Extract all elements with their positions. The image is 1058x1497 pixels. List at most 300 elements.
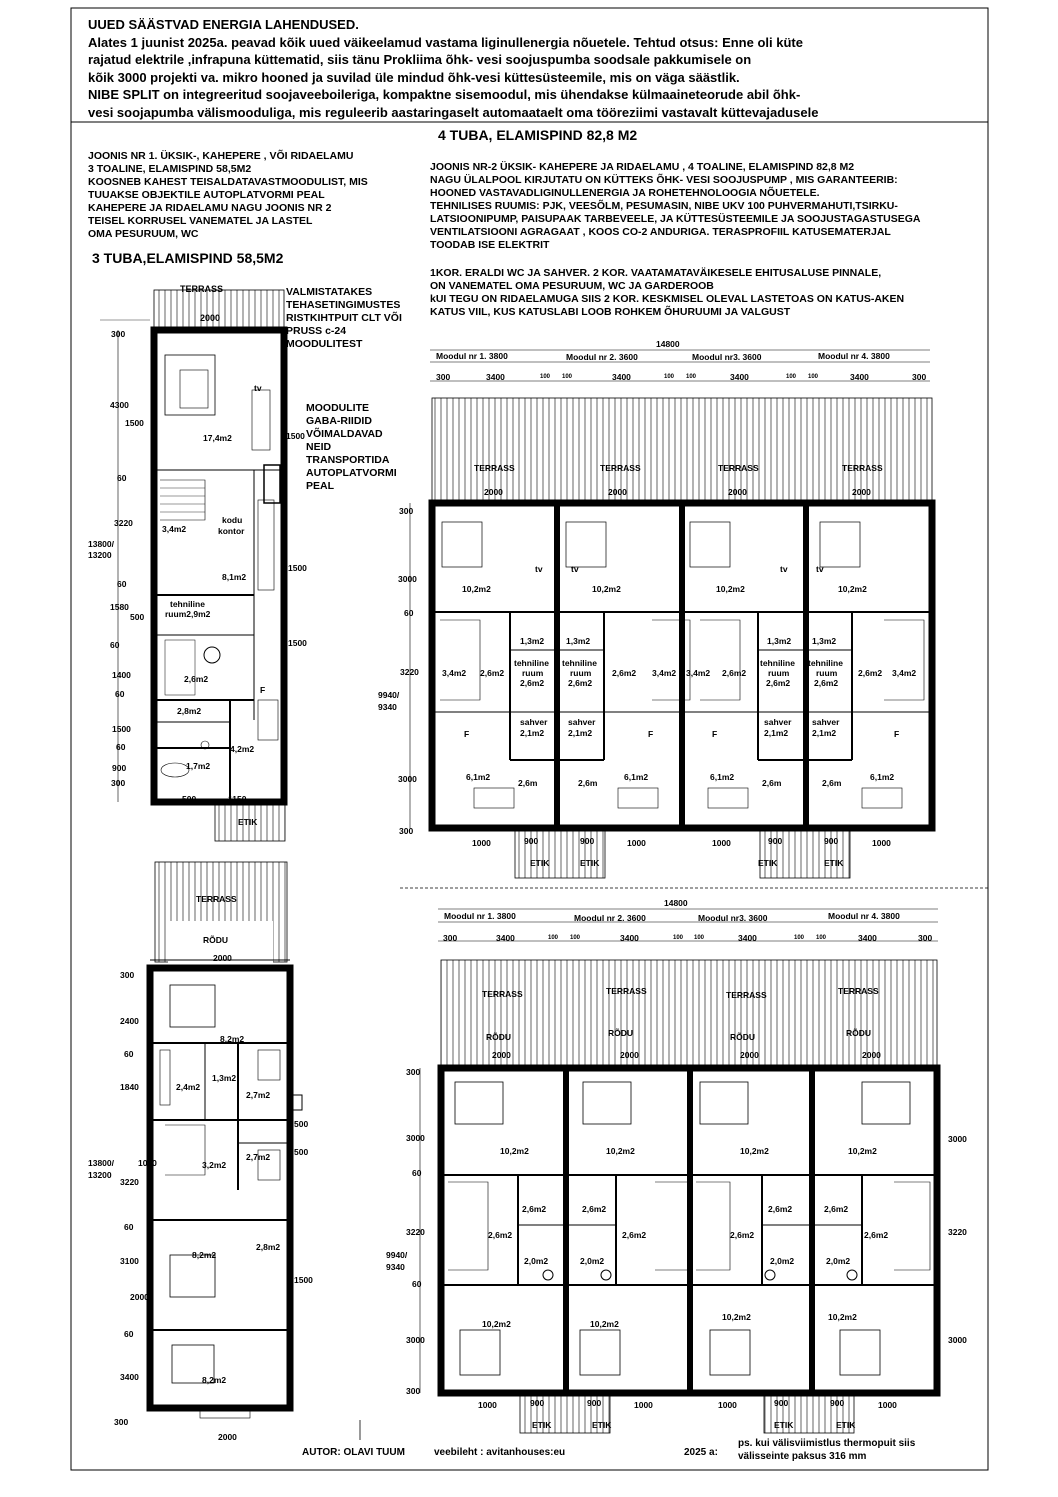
room-area: 2,6m2 — [864, 1230, 889, 1240]
room-area: 10,2m2 — [590, 1319, 619, 1329]
dim-label: 100 — [786, 374, 797, 380]
fridge-label: F — [260, 685, 266, 695]
dim-label: 13200 — [88, 550, 112, 560]
dim-label: 2000 — [728, 487, 747, 497]
dim-label: 1000 — [478, 1400, 497, 1410]
intro-line: Alates 1 juunist 2025a. peavad kõik uued väikeelamud vastama liginullenergia nõuetele. Tehtud otsus: Enne oli küte — [88, 34, 803, 50]
dim-label: 1000 — [718, 1400, 737, 1410]
room-area: 3,4m2 — [686, 668, 711, 678]
terrace-label: TERRASS — [606, 986, 647, 996]
fridge-label: F — [894, 729, 900, 739]
dim-label: 60 — [117, 579, 127, 589]
room-name: sahver — [568, 717, 596, 727]
dim-label: 3400 — [738, 933, 757, 943]
dim-label: 60 — [110, 640, 120, 650]
room-area: 2,6m2 — [522, 1204, 547, 1214]
room-area: 2,1m2 — [568, 728, 593, 738]
room-area: 1,3m2 — [212, 1073, 237, 1083]
room-area: 2,7m2 — [246, 1090, 271, 1100]
fridge-label: F — [648, 729, 654, 739]
module-label: Moodul nr 4. 3800 — [828, 911, 900, 921]
entry-label: ETIK — [758, 858, 778, 868]
terrace-label: TERRASS — [718, 463, 759, 473]
dim-label: 1500 — [294, 1275, 313, 1285]
room-area: 10,2m2 — [716, 584, 745, 594]
dim-label: 300 — [912, 372, 927, 382]
note-line: RISTKIHTPUIT CLT VÕI — [286, 312, 402, 324]
bed — [170, 1255, 215, 1297]
stair — [700, 620, 740, 700]
room-area: 10,2m2 — [592, 584, 621, 594]
room-area: 10,2m2 — [462, 584, 491, 594]
entry-label: ETIK — [532, 1420, 552, 1430]
room-area: 10,2m2 — [838, 584, 867, 594]
bed — [710, 1330, 750, 1375]
stair — [655, 1182, 688, 1270]
note-line: TRANSPORTIDA — [306, 454, 390, 466]
dim-label: 3220 — [948, 1227, 967, 1237]
bed — [862, 1082, 910, 1124]
room-area: 10,2m2 — [482, 1319, 511, 1329]
dim-label: 100 — [540, 374, 551, 380]
dim-label: 2000 — [608, 487, 627, 497]
dim-label: 3400 — [496, 933, 515, 943]
right-line: HOONED VASTAVADLIGINULLENERGIA JA ROHETEHNOLOOGIA NÕUETELE. — [430, 187, 820, 199]
room-area: 2,6m2 — [488, 1230, 513, 1240]
room-area: 2,1m2 — [520, 728, 545, 738]
intro-line: rajatud elektrile ,infrapuna küttematid, siis tänu Prokliima õhk- vesi soojuspumba soodsale pakkumisele on — [88, 52, 752, 67]
dim-label: 1500 — [125, 418, 144, 428]
room-name: tehniline — [808, 658, 843, 668]
bed — [583, 1082, 631, 1124]
right-line: kUI TEGU ON RIDAELAMUGA SIIS 2 KOR. KESKMISEL OLEVAL LASTETOAS ON KATUS-AKEN — [430, 293, 905, 305]
dim-label: 1000 — [138, 1158, 157, 1168]
room-area: 3,4m2 — [442, 668, 467, 678]
room-name: tehniline — [170, 599, 205, 609]
dim-label: 300 — [114, 1417, 129, 1427]
room-area: 2,8m2 — [177, 706, 202, 716]
dim-label: 3220 — [400, 667, 419, 677]
room-area: 8,2m2 — [192, 1250, 217, 1260]
dim-label: 3000 — [398, 574, 417, 584]
room-area: 10,2m2 — [500, 1146, 529, 1156]
room-name: ruum — [570, 668, 592, 678]
dim-label: 2400 — [120, 1016, 139, 1026]
left-line: JOONIS NR 1. ÜKSIK-, KAHEPERE , VÕI RIDAELAMU — [88, 150, 354, 162]
right-line: ON VANEMATEL OMA PESURUUM, WC JA GARDEROOB — [430, 280, 714, 292]
entry-label: ETIK — [836, 1420, 856, 1430]
stair — [894, 1182, 930, 1270]
plan-1 — [100, 284, 285, 841]
right-line: 1KOR. ERALDI WC JA SAHVER. 2 KOR. VAATAMATAVÄIKESELE EHITUSALUSE PINNALE, — [430, 267, 882, 279]
balcony-label: RÕDU — [846, 1028, 872, 1038]
dim-label: 1000 — [634, 1400, 653, 1410]
dim-label: 300 — [399, 506, 414, 516]
dim-label: 2000 — [130, 1292, 149, 1302]
dim-label: 2000 — [218, 1432, 237, 1442]
dim-label: 9340 — [386, 1262, 405, 1272]
right-line: JOONIS NR-2 ÜKSIK- KAHEPERE JA RIDAELAMU , 4 TOALINE, ELAMISPIND 82,8 M2 — [430, 161, 855, 173]
balcony-label: RÕDU — [608, 1028, 634, 1038]
entry-label: ETIK — [238, 817, 258, 827]
outer-wall — [154, 330, 284, 802]
dim-label: 3400 — [120, 1372, 139, 1382]
dim-label: 3000 — [948, 1134, 967, 1144]
dim-label: 9940/ — [378, 690, 400, 700]
room-area: 2,6m2 — [722, 668, 747, 678]
room-area: 2,6m — [762, 778, 782, 788]
dim-label: 1150 — [228, 794, 247, 804]
dim-label: 900 — [112, 763, 127, 773]
bed — [700, 1082, 748, 1124]
dim-label: 900 — [524, 836, 539, 846]
dim-label: 60 — [412, 1279, 422, 1289]
terrace-label: TERRASS — [474, 463, 515, 473]
note-line: NEID — [306, 441, 332, 453]
note-line: VALMISTATAKES — [286, 286, 373, 298]
dim-label: 3400 — [486, 372, 505, 382]
dim-label: 900 — [580, 836, 595, 846]
right-line: TEHNILISES RUUMIS: PJK, VEESÕLM, PESUMASIN, NIBE UKV 100 PUHVERMAHUTI,TSIRKU- — [430, 200, 898, 212]
stair — [696, 1182, 730, 1270]
note-line: GABA-RIIDID — [306, 415, 372, 427]
terrace-label: TERRASS — [600, 463, 641, 473]
room-area: 2,6m2 — [766, 678, 791, 688]
note-line: MOODULITE — [306, 402, 369, 414]
bed — [455, 1082, 503, 1124]
room-area: 2,6m2 — [184, 674, 209, 684]
dim-label: 300 — [443, 933, 458, 943]
entry-label: ETIK — [580, 858, 600, 868]
dim-label: 60 — [124, 1222, 134, 1232]
dim-label: 1500 — [112, 724, 131, 734]
balcony-label: RÕDU — [730, 1032, 756, 1042]
room-area: 1,3m2 — [767, 636, 792, 646]
room-name: tehniline — [760, 658, 795, 668]
note-ps-line: välisseinte paksus 316 mm — [738, 1451, 867, 1462]
dim-label: 1840 — [120, 1082, 139, 1092]
dim-label: 1000 — [472, 838, 491, 848]
dim-label: 500 — [130, 612, 145, 622]
fridge-label: F — [712, 729, 718, 739]
dim-label: 2000 — [740, 1050, 759, 1060]
dim-label: 900 — [824, 836, 839, 846]
room-area: 1,7m2 — [186, 761, 211, 771]
bed — [840, 1330, 880, 1375]
room-area: 10,2m2 — [722, 1312, 751, 1322]
room-area: 2,6m2 — [520, 678, 545, 688]
dim-label: 60 — [117, 473, 127, 483]
room-area: 6,1m2 — [624, 772, 649, 782]
dim-label: 2000 — [492, 1050, 511, 1060]
room-area: 2,6m2 — [730, 1230, 755, 1240]
dim-label: 13800/ — [88, 1158, 114, 1168]
entry-label: ETIK — [592, 1420, 612, 1430]
tv-label: tv — [254, 383, 262, 393]
dim-label: 60 — [124, 1049, 134, 1059]
intro-line: kõik 3000 projekti va. mikro hooned ja suvilad üle mindud õhk-vesi küttesüsteemile, mis on väga säästlik. — [88, 69, 740, 85]
module-label: Moodul nr 1. 3800 — [436, 351, 508, 361]
dim-label: 100 — [686, 374, 697, 380]
dim-label: 1500 — [288, 563, 307, 573]
dim-label: 1000 — [878, 1400, 897, 1410]
intro-line: vesi soojapumba välismooduliga, mis reguleerib aastaringaselt automaataelt oma tööreziimi vastavalt küttevajadusele — [88, 104, 819, 120]
right-line: TOODAB ISE ELEKTRIT — [430, 239, 550, 251]
dim-label: 900 — [530, 1398, 545, 1408]
dim-label: 3400 — [730, 372, 749, 382]
room-area: 2,6m — [578, 778, 598, 788]
entry-label: ETIK — [824, 858, 844, 868]
heading-4-tuba: 4 TUBA, ELAMISPIND 82,8 M2 — [438, 127, 638, 143]
terrace-label: TERRASS — [726, 990, 767, 1000]
dim-label: 100 — [673, 935, 684, 941]
room-area: 2,6m2 — [768, 1204, 793, 1214]
dim-label: 1580 — [110, 602, 129, 612]
left-line: KOOSNEB KAHEST TEISALDATAVASTMOODULIST, MIS — [88, 176, 368, 188]
module-label: Moodul nr 2. 3600 — [574, 913, 646, 923]
dim-label: 60 — [412, 1168, 422, 1178]
room-area: 3,4m2 — [162, 524, 187, 534]
dim-label: 60 — [124, 1329, 134, 1339]
tv-label: tv — [816, 564, 824, 574]
room-name: ruum — [522, 668, 544, 678]
terrace-label: TERRASS — [842, 463, 883, 473]
room-area: 10,2m2 — [740, 1146, 769, 1156]
balcony-label: RÕDU — [203, 935, 229, 945]
left-line: 3 TOALINE, ELAMISPIND 58,5M2 — [88, 163, 252, 175]
room-area: 2,7m2 — [246, 1152, 271, 1162]
balcony-label: RÕDU — [486, 1032, 512, 1042]
room-area: 3,4m2 — [892, 668, 917, 678]
dim-label: 100 — [548, 935, 559, 941]
stair — [448, 1182, 488, 1270]
room-area: 10,2m2 — [606, 1146, 635, 1156]
right-line: LATSIOONIPUMP, PAISUPAAK TARBEVEELE, JA KÜTTESÜSTEEMILE JA SOOJUSTAGASTUSEGA — [430, 213, 921, 225]
note-line: TEHASETINGIMUSTES — [286, 299, 401, 311]
room-area: 1,3m2 — [520, 636, 545, 646]
stair — [884, 620, 924, 700]
room-area: 1,3m2 — [566, 636, 591, 646]
note-line: PEAL — [306, 480, 335, 492]
dim-label: 60 — [116, 742, 126, 752]
module-label: Moodul nr 2. 3600 — [566, 352, 638, 362]
dim-label: 1500 — [288, 638, 307, 648]
room-area: 8,1m2 — [222, 572, 247, 582]
year-label: 2025 a: — [684, 1447, 718, 1458]
module-label: Moodul nr 1. 3800 — [444, 911, 516, 921]
room-name: kontor — [218, 526, 245, 536]
room-area: ruum2,9m2 — [165, 609, 211, 619]
dim-label: 3000 — [406, 1133, 425, 1143]
terrace-label: TERRASS — [180, 284, 224, 294]
dim-total: 14800 — [656, 339, 680, 349]
dim-label: 300 — [111, 329, 126, 339]
dim-label: 100 — [570, 935, 581, 941]
dim-label: 1000 — [712, 838, 731, 848]
room-area: 8,2m2 — [202, 1375, 227, 1385]
intro-line: NIBE SPLIT on integreeritud soojaveeboileriga, kompaktne sisemoodul, mis ühendakse külmaaineteorude abil õhk- — [88, 87, 801, 102]
room-area: 6,1m2 — [466, 772, 491, 782]
module-label: Moodul nr 4. 3800 — [818, 351, 890, 361]
room-area: 2,0m2 — [770, 1256, 795, 1266]
room-name: tehniline — [562, 658, 597, 668]
room-name: tehniline — [514, 658, 549, 668]
dim-label: 3400 — [850, 372, 869, 382]
room-area: 2,6m2 — [814, 678, 839, 688]
room-area: 2,1m2 — [764, 728, 789, 738]
right-line: VENTILATSIOONI AGRAGAAT , KOOS CO-2 ANDURIGA. TERASPROFIIL KATUSEMATERJAL — [430, 226, 891, 238]
room-area: 2,6m2 — [612, 668, 637, 678]
dim-label: 500 — [294, 1147, 309, 1157]
room-area: 2,6m — [822, 778, 842, 788]
dim-label: 3000 — [948, 1335, 967, 1345]
terrace-label: TERRASS — [838, 986, 879, 996]
stair — [160, 480, 205, 520]
room-area: 2,1m2 — [812, 728, 837, 738]
room-area: 6,1m2 — [710, 772, 735, 782]
room-area: 2,6m2 — [568, 678, 593, 688]
stair — [165, 1125, 205, 1175]
terrace-label: TERRASS — [482, 989, 523, 999]
dim-label: 3400 — [620, 933, 639, 943]
room-area: 2,0m2 — [524, 1256, 549, 1266]
room-area: 2,6m2 — [858, 668, 883, 678]
room-area: 3,2m2 — [202, 1160, 227, 1170]
room-area: 2,8m2 — [256, 1242, 281, 1252]
terrace-label: TERRASS — [196, 894, 237, 904]
dim-label: 100 — [562, 374, 573, 380]
room-name: ruum — [768, 668, 790, 678]
dim-label: 1000 — [872, 838, 891, 848]
note-line: MOODULITEST — [286, 338, 363, 350]
room-area: 17,4m2 — [203, 433, 232, 443]
dim-label: 2000 — [200, 313, 221, 323]
dim-label: 900 — [774, 1398, 789, 1408]
dim-label: 2000 — [862, 1050, 881, 1060]
room-area: 2,0m2 — [826, 1256, 851, 1266]
dim-total: 14800 — [664, 898, 688, 908]
right-line: KATUS VIIL, KUS KATUSLABI LOOB ROHKEM ÕHURUUMI JA VALGUST — [430, 306, 791, 318]
left-line: TUUAKSE OBJEKTILE AUTOPLATVORMI PEAL — [88, 189, 325, 201]
dim-label: 3220 — [114, 518, 133, 528]
dim-label: 60 — [404, 608, 414, 618]
dim-label: 900 — [587, 1398, 602, 1408]
dim-label: 2000 — [852, 487, 871, 497]
dim-label: 300 — [918, 933, 933, 943]
terrace — [432, 398, 932, 500]
dim-label: 3000 — [398, 774, 417, 784]
dim-label: 300 — [111, 778, 126, 788]
room-area: 8,2m2 — [220, 1034, 245, 1044]
bed — [580, 1330, 620, 1375]
dim-label: 500 — [294, 1119, 309, 1129]
left-line: OMA PESURUUM, WC — [88, 228, 199, 240]
dim-label: 13800/ — [88, 539, 114, 549]
dim-label: 1400 — [112, 670, 131, 680]
dim-label: 900 — [768, 836, 783, 846]
bed — [170, 985, 215, 1027]
dim-label: 900 — [830, 1398, 845, 1408]
room-area: 2,4m2 — [176, 1082, 201, 1092]
room-area: 2,6m — [518, 778, 538, 788]
room-area: 4,2m2 — [230, 744, 255, 754]
room-name: sahver — [764, 717, 792, 727]
note-ps-line: ps. kui välisviimistlus thermopuit siis — [738, 1438, 916, 1449]
room-area: 10,2m2 — [848, 1146, 877, 1156]
dim-label: 2000 — [620, 1050, 639, 1060]
dim-label: 60 — [115, 689, 125, 699]
heading-3-tuba: 3 TUBA,ELAMISPIND 58,5M2 — [92, 250, 284, 266]
room-area: 3,4m2 — [652, 668, 677, 678]
dim-label: 9340 — [378, 702, 397, 712]
dim-label: 3000 — [406, 1335, 425, 1345]
dim-label: 100 — [794, 935, 805, 941]
plan-3 — [410, 350, 932, 878]
intro-line: UUED SÄÄSTVAD ENERGIA LAHENDUSED. — [88, 17, 359, 32]
dim-label: 100 — [664, 374, 675, 380]
dim-label: 13200 — [88, 1170, 112, 1180]
dim-label: 100 — [816, 935, 827, 941]
dim-label: 2000 — [484, 487, 503, 497]
sofa — [165, 355, 215, 415]
dim-label: 3220 — [406, 1227, 425, 1237]
room-name: sahver — [812, 717, 840, 727]
dim-label: 300 — [120, 970, 135, 980]
dim-label: 300 — [406, 1067, 421, 1077]
fridge-label: F — [464, 729, 470, 739]
stair — [440, 620, 480, 700]
dim-label: 300 — [436, 372, 451, 382]
note-line: AUTOPLATVORMI — [306, 467, 397, 479]
right-line: NAGU ÜLALPOOL KIRJUTATU ON KÜTTEKS ÕHK- VESI SOOJUSPUMP , MIS GARANTEERIB: — [430, 174, 898, 186]
entry-label: ETIK — [774, 1420, 794, 1430]
room-area: 10,2m2 — [828, 1312, 857, 1322]
room-area: 2,6m2 — [582, 1204, 607, 1214]
website-label: veebileht : avitanhouses:eu — [434, 1447, 566, 1458]
dim-label: 300 — [399, 826, 414, 836]
bed — [460, 1330, 500, 1375]
room-name: ruum — [816, 668, 838, 678]
dim-label: 100 — [808, 374, 819, 380]
note-line: VÕIMALDAVAD — [306, 428, 383, 440]
dim-label: 100 — [694, 935, 705, 941]
dim-label: 1000 — [627, 838, 646, 848]
room-area: 2,6m2 — [622, 1230, 647, 1240]
dim-label: 300 — [406, 1386, 421, 1396]
entry-label: ETIK — [530, 858, 550, 868]
plan-2 — [150, 862, 302, 1418]
dim-label: 3400 — [612, 372, 631, 382]
room-area: 2,6m2 — [480, 668, 505, 678]
dim-label: 1500 — [286, 431, 305, 441]
tv-label: tv — [571, 564, 579, 574]
room-area: 1,3m2 — [812, 636, 837, 646]
module-label: Moodul nr3. 3600 — [698, 913, 768, 923]
dim-label: 3220 — [120, 1177, 139, 1187]
dim-label: 4300 — [110, 400, 129, 410]
module-label: Moodul nr3. 3600 — [692, 352, 762, 362]
tv-label: tv — [535, 564, 543, 574]
left-line: TEISEL KORRUSEL VANEMATEL JA LASTEL — [88, 215, 313, 227]
dim-label: 9940/ — [386, 1250, 408, 1260]
room-name: kodu — [222, 515, 243, 525]
tv-label: tv — [780, 564, 788, 574]
dim-label: 2000 — [213, 953, 232, 963]
author-label: AUTOR: OLAVI TUUM — [302, 1447, 405, 1458]
dim-label: 3100 — [120, 1256, 139, 1266]
room-area: 2,6m2 — [824, 1204, 849, 1214]
dim-label: 3400 — [858, 933, 877, 943]
